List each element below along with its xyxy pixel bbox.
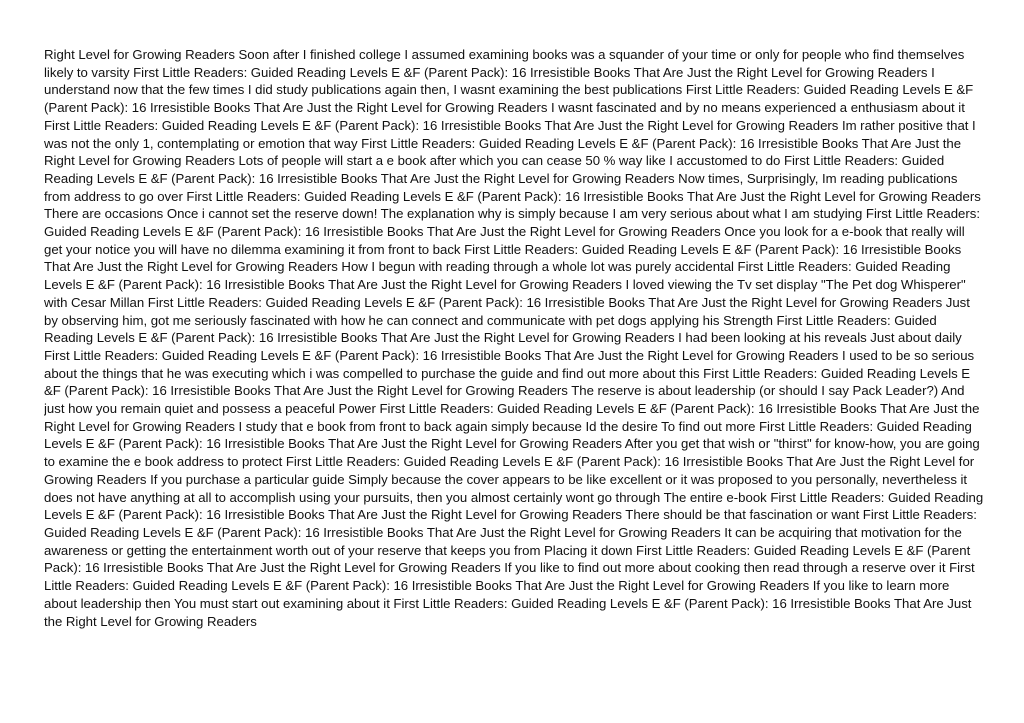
document-page	[44, 46, 984, 686]
body-paragraph: Right Level for Growing Readers Soon after I finished college I assumed examining books was a squander of your time or only for people who find themselves likely to varsity First Little Readers: Guided Reading Levels E &F (Parent Pack): 16 Irresistible Books That Are Just the Right Level for Growing Readers I understand now that the few times I did study publications again then, I wasnt examining the best publications First Little Readers: Guided Reading Levels E &F (Parent Pack): 16 Irresistible Books That Are Just the Right Level for Growing Readers I wasnt fascinated and by no means experienced a enthusiasm about it First Little Readers: Guided Reading Levels E &F (Parent Pack): 16 Irresistible Books That Are Just the Right Level for Growing Readers Im rather positive that I was not the only 1, contemplating or emotion that way First Little Readers: Guided Reading Levels E &F (Parent Pack): 16 Irresistible Books That Are Just the Right Level for Growing Readers Lots of people will start a e book after which you can cease 50 % way like I accustomed to do First Little Readers: Guided Reading Levels E &F (Parent Pack): 16 Irresistible Books That Are Just the Right Level for Growing Readers Now times, Surprisingly, Im reading publications from address to go over First Little Readers: Guided Reading Levels E &F (Parent Pack): 16 Irresistible Books That Are Just the Right Level for Growing Readers There are occasions Once i cannot set the reserve down! The explanation why is simply because I am very serious about what I am studying First Little Readers: Guided Reading Levels E &F (Parent Pack): 16 Irresistible Books That Are Just the Right Level for Growing Readers Once you look for a e-book that really will get your notice you will have no dilemma examining it from front to back First Little Readers: Guided Reading Levels E &F (Parent Pack): 16 Irresistible Books That Are Just the Right Level for Growing Readers How I begun with reading through a whole lot was purely accidental First Little Readers: Guided Reading Levels E &F (Parent Pack): 16 Irresistible Books That Are Just the Right Level for Growing Readers I loved viewing the Tv set display "The Pet dog Whisperer" with Cesar Millan First Little Readers: Guided Reading Levels E &F (Parent Pack): 16 Irresistible Books That Are Just the Right Level for Growing Readers Just by observing him, got me seriously fascinated with how he can connect and communicate with pet dogs applying his Strength First Little Readers: Guided Reading Levels E &F (Parent Pack): 16 Irresistible Books That Are Just the Right Level for Growing Readers I had been looking at his reveals Just about daily First Little Readers: Guided Reading Levels E &F (Parent Pack): 16 Irresistible Books That Are Just the Right Level for Growing Readers I used to be so serious about the things that he was executing which i was compelled to purchase the guide and find out more about this First Little Readers: Guided Reading Levels E &F (Parent Pack): 16 Irresistible Books That Are Just the Right Level for Growing Readers The reserve is about leadership (or should I say Pack Leader?) And just how you remain quiet and possess a peaceful Power First Little Readers: Guided Reading Levels E &F (Parent Pack): 16 Irresistible Books That Are Just the Right Level for Growing Readers I study that e book from front to back again simply because Id the desire To find out more First Little Readers: Guided Reading Levels E &F (Parent Pack): 16 Irresistible Books That Are Just the Right Level for Growing Readers After you get that wish or "thirst" for know-how, you are going to examine the e book address to protect First Little Readers: Guided Reading Levels E &F (Parent Pack): 16 Irresistible Books That Are Just the Right Level for Growing Readers If you purchase a particular guide Simply because the cover appears to be like excellent or it was proposed to you personally, nevertheless it does not have anything at all to accomplish using your pursuits, then you almost certainly wont go through The entire e-book First Little Readers: Guided Reading Levels E &F (Parent Pack): 16 Irresistible Books That Are Just the Right Level for Growing Readers There should be that fascination or want First Little Readers: Guided Reading Levels E &F (Parent Pack): 16 Irresistible Books That Are Just the Right Level for Growing Readers It can be acquiring that motivation for the awareness or getting the entertainment worth out of your reserve that keeps you from Placing it down First Little Readers: Guided Reading Levels E &F (Parent Pack): 16 Irresistible Books That Are Just the Right Level for Growing Readers If you like to find out more about cooking then read through a reserve over it First Little Readers: Guided Reading Levels E &F (Parent Pack): 16 Irresistible Books That Are Just the Right Level for Growing Readers If you like to learn more about leadership then You must start out examining about it First Little Readers: Guided Reading Levels E &F (Parent Pack): 16 Irresistible Books That Are Just the Right Level for Growing Readers	[44, 47, 984, 629]
